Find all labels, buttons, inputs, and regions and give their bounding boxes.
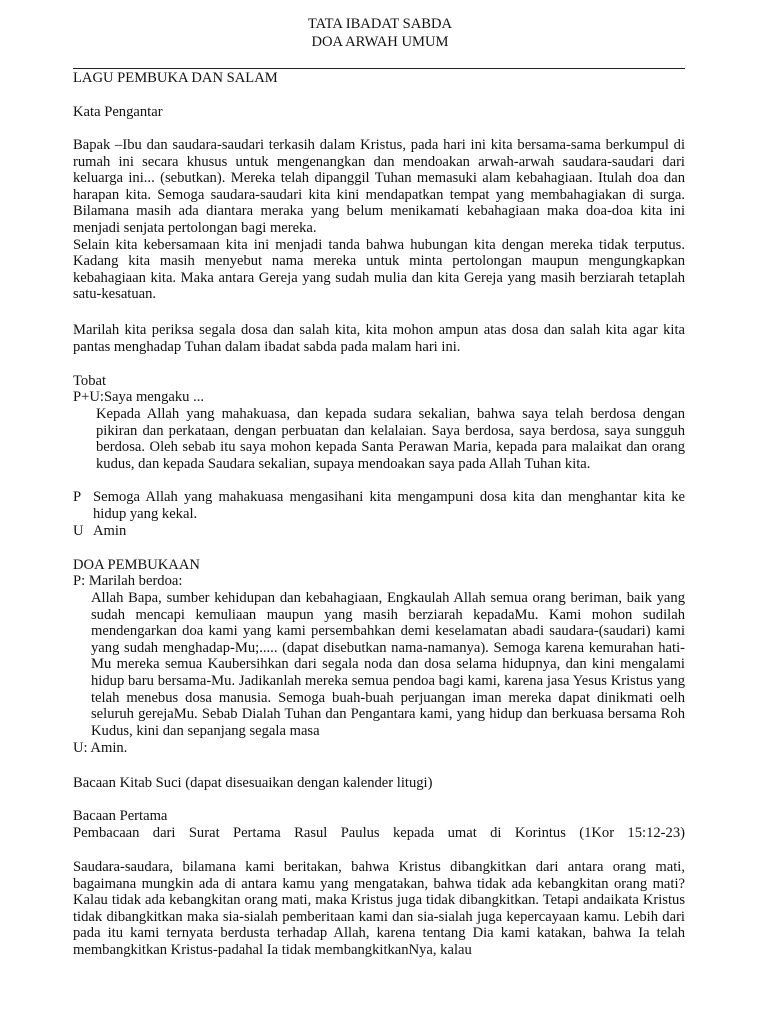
doa-pembukaan-intro: P: Marilah berdoa: (73, 573, 183, 589)
document-title: TATA IBADAT SABDA (307, 16, 453, 32)
section-heading-opening: LAGU PEMBUKA DAN SALAM (73, 70, 278, 86)
paragraph: Selain kita kebersamaan kita ini menjadi tanda bahwa hubungan kita dengan mereka tidak terputus. Kadang kita masih menyebut nama mereka untuk minta pertolongan maupun mengungkapkan kebahagiaan kita. Maka antara Gereja yang sudah mulia dan kita Gereja yang masih berziarah tetaplah satu-kesatuan. (73, 236, 685, 303)
bacaan-pertama-heading: Bacaan Pertama (73, 808, 168, 824)
confession-invitation: Marilah kita periksa segala dosa dan salah kita, kita mohon ampun atas dosa dan salah kita agar kita pantas menghadap Tuhan dalam ibadat sabda pada malam hari ini. (73, 322, 685, 355)
speaker-label: U (73, 523, 84, 539)
tobat-heading: Tobat (73, 373, 107, 389)
kata-pengantar-heading: Kata Pengantar (73, 104, 163, 120)
paragraph: Bapak –Ibu dan saudara-saudari terkasih dalam Kristus, pada hari ini kita bersama-sama berkumpul di rumah ini secara khusus untuk mengenangkan dan mendoakan arwah-arwah saudara-saudari dari keluarga ini... (sebutkan). Mereka telah dipanggil Tuhan memasuki alam kebahagiaan. Itulah doa dan harapan kita. Semoga saudara-saudari kita kini mendapatkan tempat yang membahagiakan di surga. Bilamana masih ada diantara meraka yang belum menikamati kebahagiaan maka doa-doa kita ini menjadi senjata pertolongan bagi mereka. (73, 137, 685, 236)
speaker-text: Amin (93, 523, 127, 539)
bacaan-text: Saudara-saudara, bilamana kami beritakan, bahwa Kristus dibangkitkan dari antara orang mati, bagaimana mungkin ada di antara kamu yang mengatakan, bahwa tidak ada kebangkitan orang mati? Kalau tidak ada kebangkitan orang mati, maka Kristus juga tidak dibangkitkan. Tetapi andaikata Kristus tidak dibangkitkan maka sia-sialah pemberitaan kami dan sia-sialah juga kepercayaan kamu. Lebih dari pada itu kami ternyata berdusta terhadap Allah, karena tentang Dia kami katakan, bahwa Ia telah membangkitkan Kristus-padahal Ia tidak membangkitkanNya, kalau (73, 859, 685, 958)
bacaan-reference: Pembacaan dari Surat Pertama Rasul Paulus kepada umat di Korintus (1Kor 15:12-23) (73, 825, 685, 841)
speaker-label: P (73, 489, 82, 505)
kata-pengantar-text (73, 137, 685, 303)
document-subtitle: DOA ARWAH UMUM (311, 34, 449, 50)
doa-pembukaan-heading: DOA PEMBUKAAN (73, 557, 200, 573)
title-divider (73, 68, 685, 69)
confession-text: Kepada Allah yang mahakuasa, dan kepada sudara sekalian, bahwa saya telah berdosa dengan pikiran dan perkataan, dengan perbuatan dan kelalaian. Saya berdosa, saya berdosa, saya sungguh berdosa. Oleh sebab itu saya mohon kepada Santa Perawan Maria, kepada para malaikat dan orang kudus, dan kepada Saudara sekalian, supaya mendoakan saya pada Allah Tuhan kita. (96, 406, 685, 472)
doa-pembukaan-response: U: Amin. (73, 740, 128, 756)
bacaan-intro: Bacaan Kitab Suci (dapat disesuaikan dengan kalender litugi) (73, 775, 433, 791)
speaker-text: Semoga Allah yang mahakuasa mengasihani kita mengampuni dosa kita dan menghantar kita ke hidup yang kekal. (93, 489, 685, 522)
opening-prayer-text: Allah Bapa, sumber kehidupan dan kebahagiaan, Engkaulah Allah semua orang beriman, baik yang sudah mencapi kemuliaan maupun yang masih berziarah kepadaMu. Kami mohon sudilah mendengarkan doa kami yang kami persembahkan demi keselamatan abadi saudara-(saudari) kami yang sudah menghadap-Mu;..... (dapat disebutkan nama-namanya). Semoga karena kemurahan hati-Mu mereka semua Kaubersihkan dari segala noda dan dosa selama hidupnya, dan kini mengalami hidup baru bersama-Mu. Jadikanlah mereka semua pendoa bagi kami, karena jasa Yesus Kristus yang telah menebus dosa manusia. Semoga buah-buah perjuangan iman mereka dapat dinikmati oelh seluruh gerejaMu. Sebab Dialah Tuhan dan Pengantara kami, yang hidup dan berkuasa bersama Roh Kudus, kini dan sepanjang segala masa (91, 590, 685, 739)
tobat-intro: P+U:Saya mengaku ... (73, 389, 205, 405)
